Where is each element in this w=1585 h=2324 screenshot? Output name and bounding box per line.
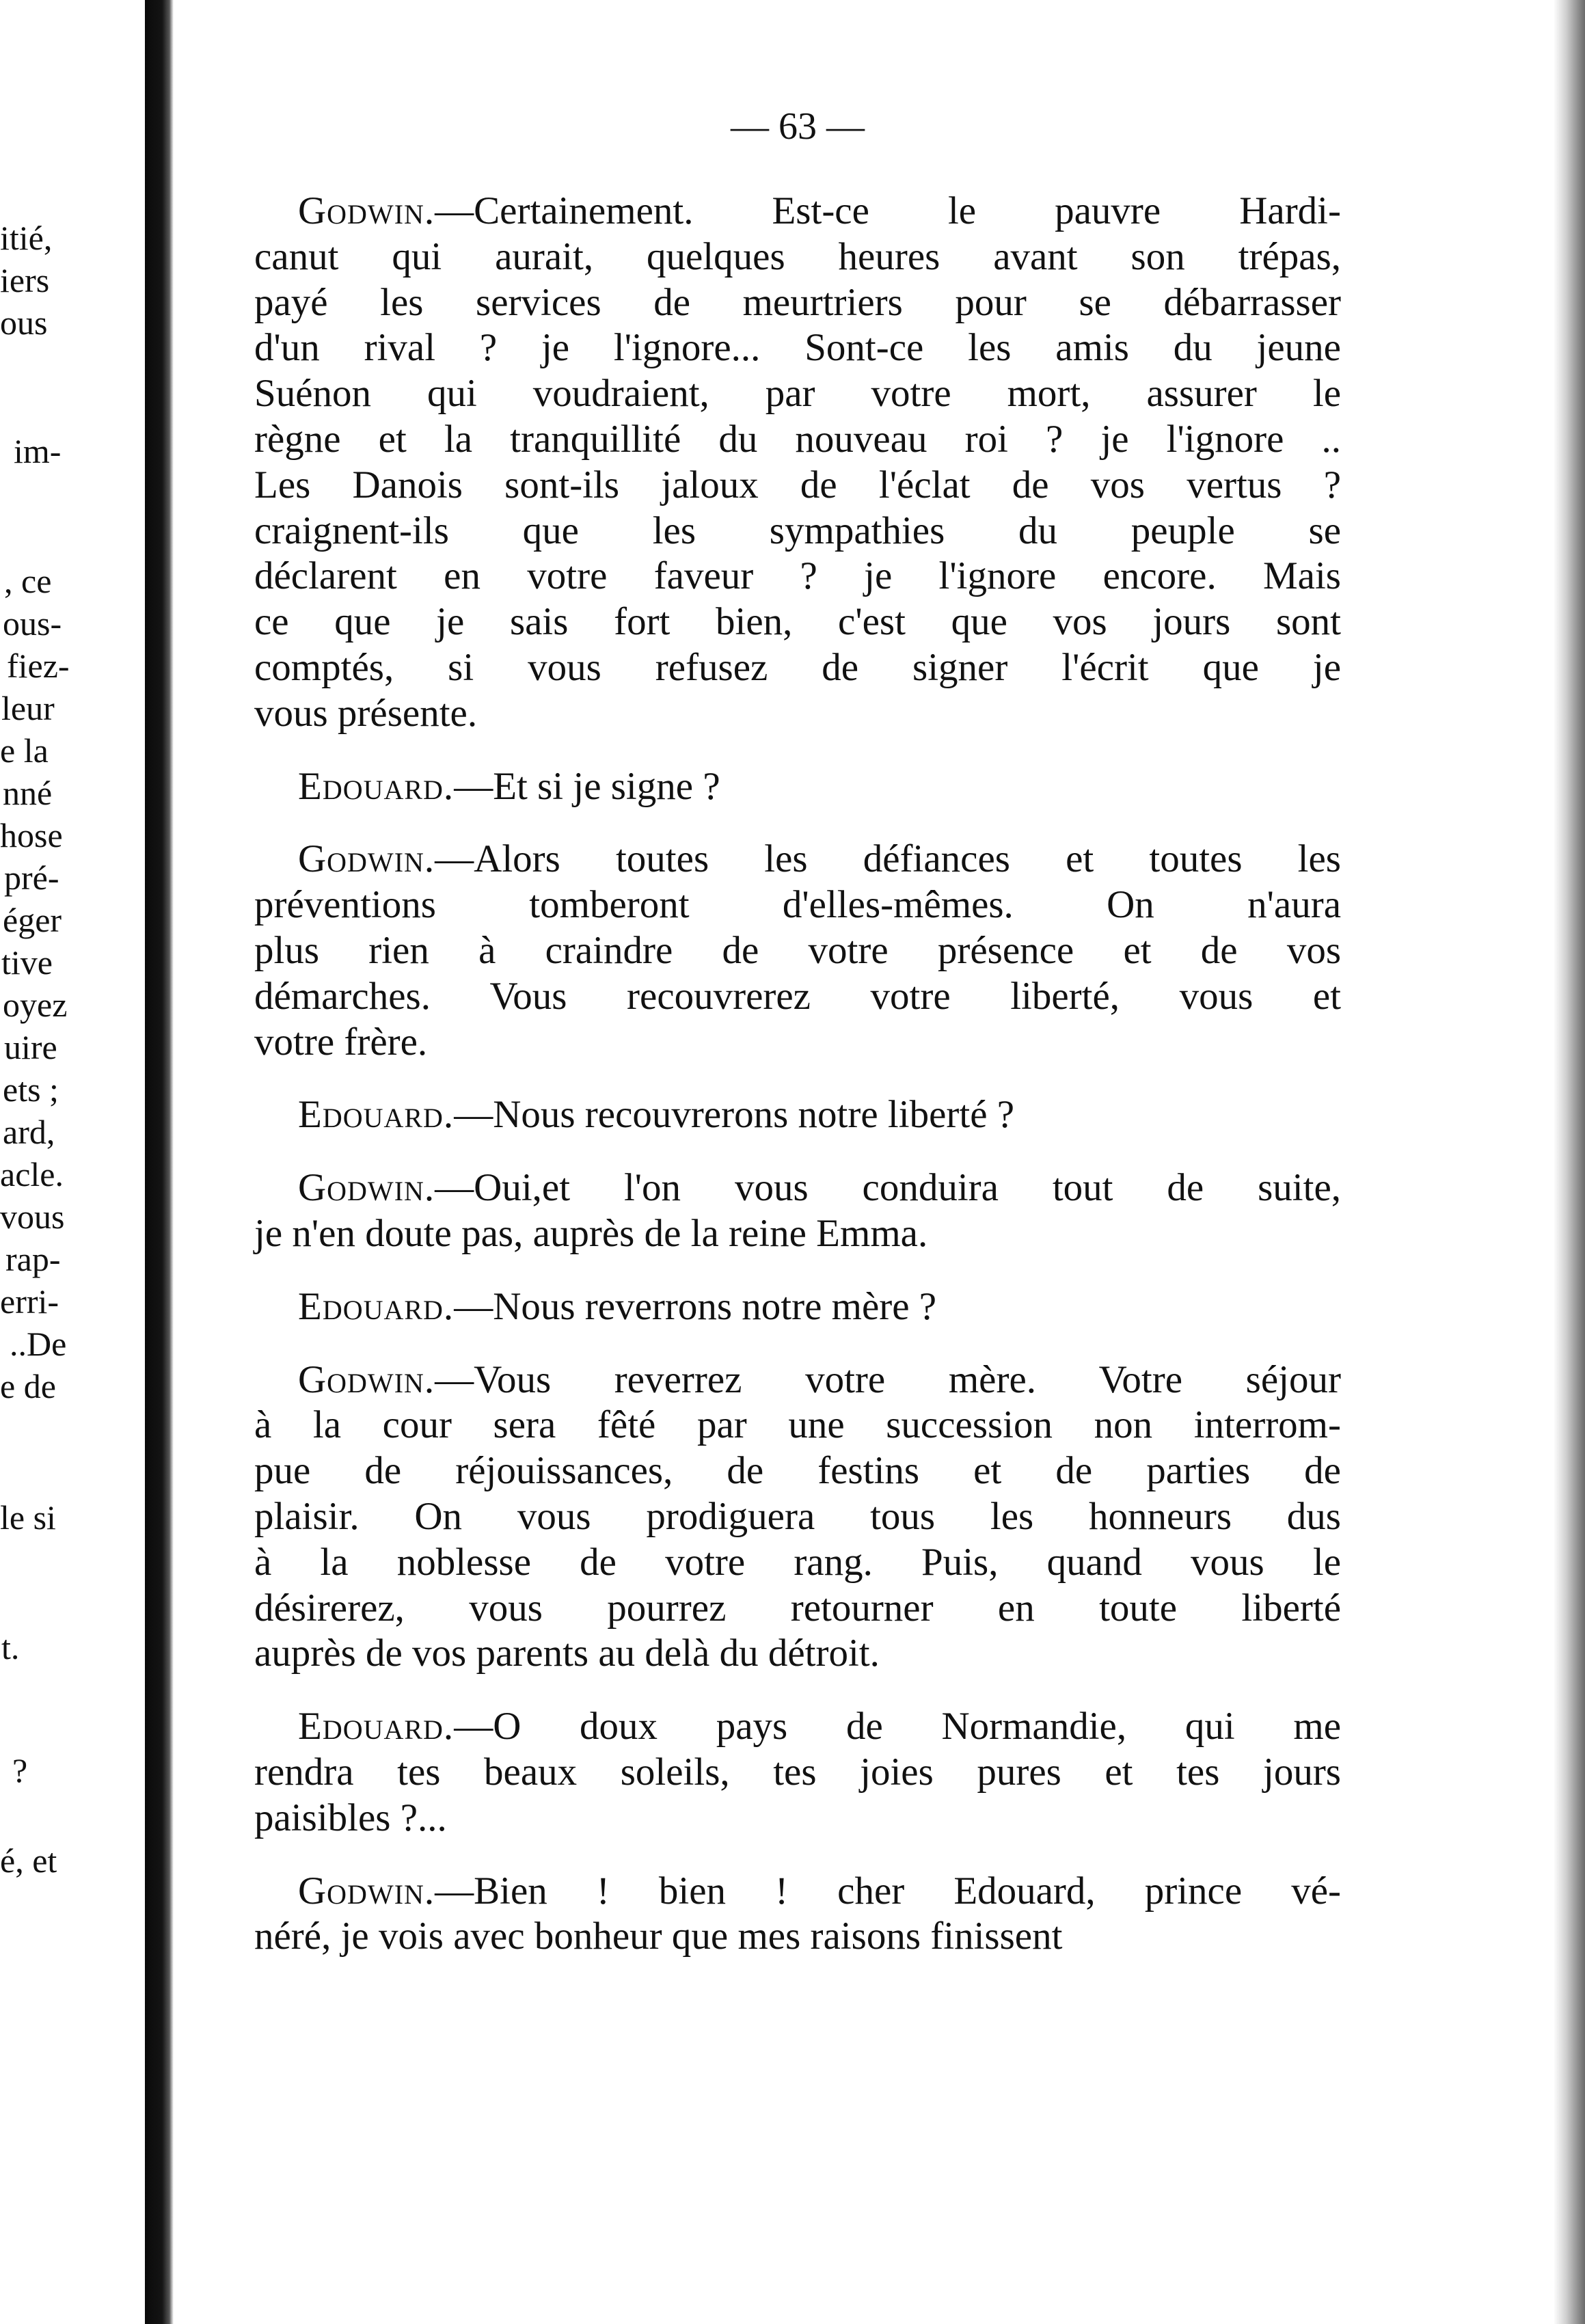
book-page <box>254 103 1341 1987</box>
line-text: —Nous recouvrerons notre liberté ? <box>454 1093 1015 1137</box>
speaker-name: Godwin. <box>298 837 435 881</box>
previous-page-fragment: ous- <box>3 604 62 643</box>
previous-page-fragment: itié, <box>0 219 53 257</box>
text-line <box>254 1750 1341 1796</box>
text-line <box>254 1494 1341 1540</box>
previous-page-fragment: nné <box>3 774 53 812</box>
previous-page-fragment: vous <box>0 1198 65 1236</box>
line-text: pue de réjouissances, de festins et de parties de <box>254 1449 1341 1493</box>
previous-page-fragment: ets ; <box>3 1070 59 1109</box>
book-gutter <box>145 0 174 2324</box>
previous-page-fragment: tive <box>1 943 53 982</box>
text-line <box>254 1914 1341 1960</box>
line-text: rendra tes beaux soleils, tes joies pures et tes jours <box>254 1750 1341 1794</box>
line-text: vous présente. <box>254 691 478 735</box>
text-line <box>254 974 1341 1020</box>
text-line <box>254 554 1341 599</box>
line-text: préventions tomberont d'elles-mêmes. On n'aura <box>254 883 1341 927</box>
speaker-name: Edouard. <box>298 1705 455 1748</box>
text-line <box>254 928 1341 974</box>
speaker-name: Godwin. <box>298 189 435 232</box>
line-text: désirerez, vous pourrez retourner en toute liberté <box>254 1586 1341 1630</box>
speaker-name: Edouard. <box>298 764 455 808</box>
page-number: — 63 — <box>731 105 865 148</box>
previous-page-fragment: ous <box>0 303 48 342</box>
dialogue-paragraph <box>254 189 1341 737</box>
previous-page-edge <box>0 0 144 2324</box>
text-line <box>254 1020 1341 1066</box>
previous-page-fragment: ard, <box>3 1113 55 1151</box>
previous-page-fragment: ? <box>12 1751 28 1789</box>
speaker-name: Godwin. <box>298 1166 435 1210</box>
dialogue-paragraph <box>254 1869 1341 1960</box>
line-text: Suénon qui voudraient, par votre mort, assurer le <box>254 372 1341 416</box>
text-line <box>254 325 1341 371</box>
text-line <box>254 280 1341 326</box>
text-line <box>254 1211 1341 1257</box>
previous-page-fragment: oyez <box>3 986 68 1024</box>
previous-page-fragment: uire <box>4 1028 57 1066</box>
previous-page-fragment: fiez- <box>7 647 70 685</box>
line-text: payé les services de meurtriers pour se débarrasser <box>254 280 1341 324</box>
line-text: craignent-ils que les sympathies du peuple se <box>254 509 1341 552</box>
line-text: néré, je vois avec bonheur que mes raisons finissent <box>254 1915 1063 1958</box>
line-text: votre frère. <box>254 1020 428 1064</box>
speaker-name: Edouard. <box>298 1093 455 1137</box>
text-line <box>254 1869 1341 1915</box>
text-line <box>254 509 1341 554</box>
text-line <box>254 1586 1341 1632</box>
previous-page-fragment: rap- <box>5 1240 61 1278</box>
text-line <box>254 1403 1341 1448</box>
line-text: —Nous reverrons notre mère ? <box>454 1284 937 1328</box>
speaker-name: Godwin. <box>298 1357 435 1401</box>
line-text: à la cour sera fêté par une succession non interrom- <box>254 1403 1341 1447</box>
text-line <box>254 599 1341 645</box>
dialogue-paragraph <box>254 764 1341 810</box>
previous-page-fragment: iers <box>0 261 50 299</box>
text-line <box>254 645 1341 691</box>
line-text: —Certainement. Est-ce le pauvre Hardi- <box>435 189 1341 232</box>
text-line <box>254 234 1341 280</box>
line-text: —Vous reverrez votre mère. Votre séjour <box>435 1357 1341 1401</box>
text-line <box>254 1092 1341 1138</box>
previous-page-fragment: im- <box>14 432 62 470</box>
text-line <box>254 837 1341 882</box>
line-text: Les Danois sont-ils jaloux de l'éclat de vos vertus ? <box>254 463 1341 506</box>
text-line <box>254 1704 1341 1750</box>
line-text: comptés, si vous refusez de signer l'écrit que je <box>254 645 1341 689</box>
previous-page-fragment: é, et <box>0 1841 57 1880</box>
previous-page-fragment: leur <box>1 689 55 727</box>
line-text: plaisir. On vous prodiguera tous les honneurs dus <box>254 1494 1341 1538</box>
previous-page-fragment: t. <box>1 1628 20 1666</box>
text-line <box>254 1448 1341 1494</box>
text-line <box>254 691 1341 737</box>
dialogue-paragraph <box>254 1092 1341 1138</box>
line-text: plus rien à craindre de votre présence et de vos <box>254 928 1341 972</box>
dialogue-paragraph <box>254 1165 1341 1257</box>
text-line <box>254 371 1341 417</box>
dialogue-paragraph <box>254 1704 1341 1841</box>
text-line <box>254 1631 1341 1677</box>
speaker-name: Godwin. <box>298 1869 435 1913</box>
previous-page-fragment: erri- <box>0 1282 59 1321</box>
previous-page-fragment: pré- <box>4 859 59 897</box>
text-line <box>254 1165 1341 1211</box>
dialogue-text <box>254 189 1341 1960</box>
line-text: paisibles ?... <box>254 1796 447 1839</box>
text-line <box>254 882 1341 928</box>
previous-page-fragment: , ce <box>4 562 52 600</box>
line-text: —Oui,et l'on vous conduira tout de suite, <box>435 1166 1341 1210</box>
previous-page-fragment: e de <box>0 1367 56 1405</box>
line-text: auprès de vos parents au delà du détroit. <box>254 1632 880 1675</box>
text-line <box>254 1357 1341 1403</box>
previous-page-fragment: éger <box>3 901 62 939</box>
line-text: —Bien ! bien ! cher Edouard, prince vé- <box>435 1869 1341 1913</box>
line-text: —Et si je signe ? <box>454 764 720 808</box>
line-text: règne et la tranquillité du nouveau roi ? je l'ignore .. <box>254 417 1341 461</box>
text-line <box>254 764 1341 810</box>
line-text: déclarent en votre faveur ? je l'ignore encore. Mais <box>254 554 1341 598</box>
text-line <box>254 417 1341 463</box>
page-edge-shadow <box>1554 0 1585 2324</box>
text-line <box>254 463 1341 509</box>
text-line <box>254 1540 1341 1586</box>
previous-page-fragment: hose <box>0 816 63 854</box>
previous-page-fragment: le si <box>0 1498 56 1537</box>
text-line <box>254 1796 1341 1841</box>
line-text: je n'en doute pas, auprès de la reine Emma. <box>254 1211 928 1255</box>
speaker-name: Edouard. <box>298 1284 455 1328</box>
dialogue-paragraph <box>254 1284 1341 1330</box>
dialogue-paragraph <box>254 1357 1341 1677</box>
previous-page-fragment: ..De <box>10 1325 67 1363</box>
line-text: à la noblesse de votre rang. Puis, quand vous le <box>254 1540 1341 1584</box>
line-text: canut qui aurait, quelques heures avant son trépas, <box>254 234 1341 278</box>
line-text: d'un rival ? je l'ignore... Sont-ce les amis du jeune <box>254 326 1341 370</box>
line-text: —O doux pays de Normandie, qui me <box>454 1705 1341 1748</box>
line-text: ce que je sais fort bien, c'est que vos jours sont <box>254 600 1341 644</box>
text-line <box>254 189 1341 234</box>
text-line <box>254 1284 1341 1330</box>
previous-page-fragment: acle. <box>0 1155 64 1193</box>
dialogue-paragraph <box>254 837 1341 1065</box>
previous-page-fragment: e la <box>0 731 49 770</box>
line-text: démarches. Vous recouvrerez votre liberté, vous et <box>254 974 1341 1018</box>
line-text: —Alors toutes les défiances et toutes les <box>435 837 1341 881</box>
